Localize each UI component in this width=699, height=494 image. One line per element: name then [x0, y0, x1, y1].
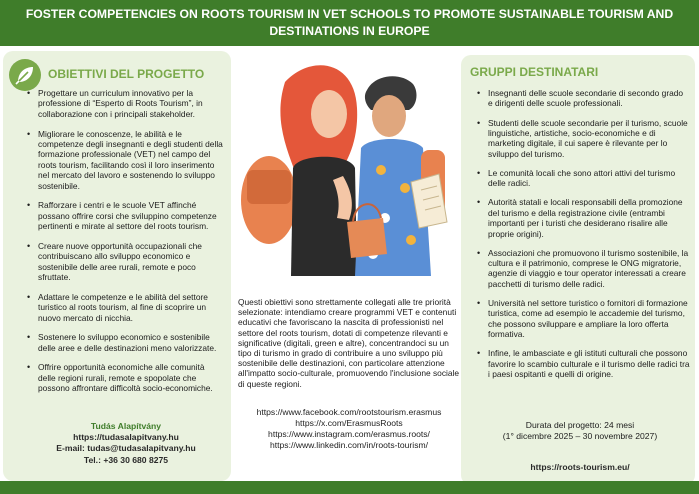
middle-paragraph: Questi obiettivi sono strettamente collegati alle tre priorità selezionate: intendiamo creare programmi VET e contenuti educativi che favoriscano la nascita di professionisti nel settore del roots tourism, dotati di competenze rilevanti e significative (digitali, green e altre), concentrandoci su un tipo di turismo in grado di contribuire a uno sviluppo più sostenibile delle destinazioni, con particolare attenzione all'impatto socio-culturale, promuovendo l'inclusione sociale di queste regioni.	[238, 297, 460, 389]
list-item: • Infine, le ambasciate e gli istituti culturali che possono favorire lo scambio culturale e il turismo delle radici tra i paesi ospitanti e quelli di origine.	[476, 348, 690, 379]
travelers-illustration	[233, 50, 459, 278]
contact-phone: Tel.: +36 30 680 8275	[83, 454, 169, 465]
duration-line1: Durata del progetto: 24 mesi	[525, 420, 635, 430]
targets-heading: GRUPPI DESTINATARI	[470, 65, 599, 79]
project-site-link[interactable]: https://roots-tourism.eu/	[530, 462, 630, 472]
leaf-icon	[9, 59, 41, 91]
facebook-link[interactable]: https://www.facebook.com/rootstourism.erasmus	[256, 407, 442, 417]
list-item: • Università nel settore turistico o fornitori di formazione turistica, come ad esempio le accademie del turismo, che possono sviluppare e ampliare la loro offerta formativa.	[476, 298, 690, 340]
list-item: • Rafforzare i centri e le scuole VET affinché possano offrire corsi che sviluppino competenze pertinenti e mirate al settore del roots tourism.	[26, 200, 224, 231]
list-item: • Le comunità locali che sono attori attivi del turismo delle radici.	[476, 168, 690, 189]
page-header	[0, 0, 699, 46]
list-item: • Progettare un curriculum innovativo per la professione di “Esperto di Roots Tourism”, in collaborazione con i principali stakeholder.	[26, 88, 224, 119]
contact-org: Tudás Alapítvány	[90, 421, 162, 431]
list-item: • Studenti delle scuole secondarie per il turismo, scuole linguistiche, artistiche, socio-economiche e di marketing digitale, il cui sapere è rilevante per lo sviluppo del turismo.	[476, 118, 690, 160]
list-item: • Autorità statali e locali responsabili della promozione del turismo e della registrazione civile (entrambi importanti per i turisti che desiderano risalire alle proprie origini).	[476, 197, 690, 239]
duration-line2: (1° dicembre 2025 – 30 novembre 2027)	[502, 430, 658, 441]
objectives-heading: OBIETTIVI DEL PROGETTO	[48, 67, 205, 81]
contact-email-link[interactable]: E-mail: tudas@tudasalapitvany.hu	[56, 443, 196, 454]
footer-bar	[0, 481, 699, 494]
contact-block	[26, 421, 226, 466]
list-item: • Offrire opportunità economiche alle comunità delle regioni rurali, remote e spopolate che possono affrontare difficoltà socio-economiche.	[26, 362, 224, 393]
list-item: • Creare nuove opportunità occupazionali che contribuiscano allo sviluppo economico e sostenibile delle aree rurali, remote e poco sfruttate.	[26, 241, 224, 283]
linkedin-link[interactable]: https://www.linkedin.com/in/roots-tourism/	[269, 440, 429, 450]
contact-website-link[interactable]: https://tudasalapitvany.hu	[73, 432, 179, 443]
list-item: • Insegnanti delle scuole secondarie di secondo grado e dirigenti delle scuole professionali.	[476, 88, 690, 109]
duration-block	[466, 420, 694, 442]
instagram-link[interactable]: https://www.instagram.com/erasmus.roots/	[268, 429, 430, 439]
targets-list	[476, 88, 690, 388]
list-item: • Associazioni che promuovono il turismo sostenibile, la cultura e il patrimonio, comprese le ONG migratorie, agenzie di viaggio e tour operator interessati a creare pacchetti di turismo delle radici.	[476, 248, 690, 290]
header-title-line2: DESTINATIONS IN EUROPE	[269, 24, 430, 38]
list-item: • Sostenere lo sviluppo economico e sostenibile delle aree e delle destinazioni meno valorizzate.	[26, 332, 224, 353]
objectives-list	[26, 88, 224, 403]
social-links	[236, 407, 462, 451]
list-item: • Migliorare le conoscenze, le abilità e le competenze degli insegnanti e degli studenti della formazione professionale (VET) nel campo del roots tourism, facilitando così il loro inserimento nel mercato del lavoro e sostenendo lo sviluppo sostenibile.	[26, 129, 224, 191]
x-link[interactable]: https://x.com/ErasmusRoots	[295, 418, 403, 428]
header-title-line1: FOSTER COMPETENCIES ON ROOTS TOURISM IN VET SCHOOLS TO PROMOTE SUSTAINABLE TOURISM AND	[25, 7, 674, 21]
list-item: • Adattare le competenze e le abilità del settore turistico al roots tourism, al fine di scoprire un nuovo mercato di nicchia.	[26, 292, 224, 323]
